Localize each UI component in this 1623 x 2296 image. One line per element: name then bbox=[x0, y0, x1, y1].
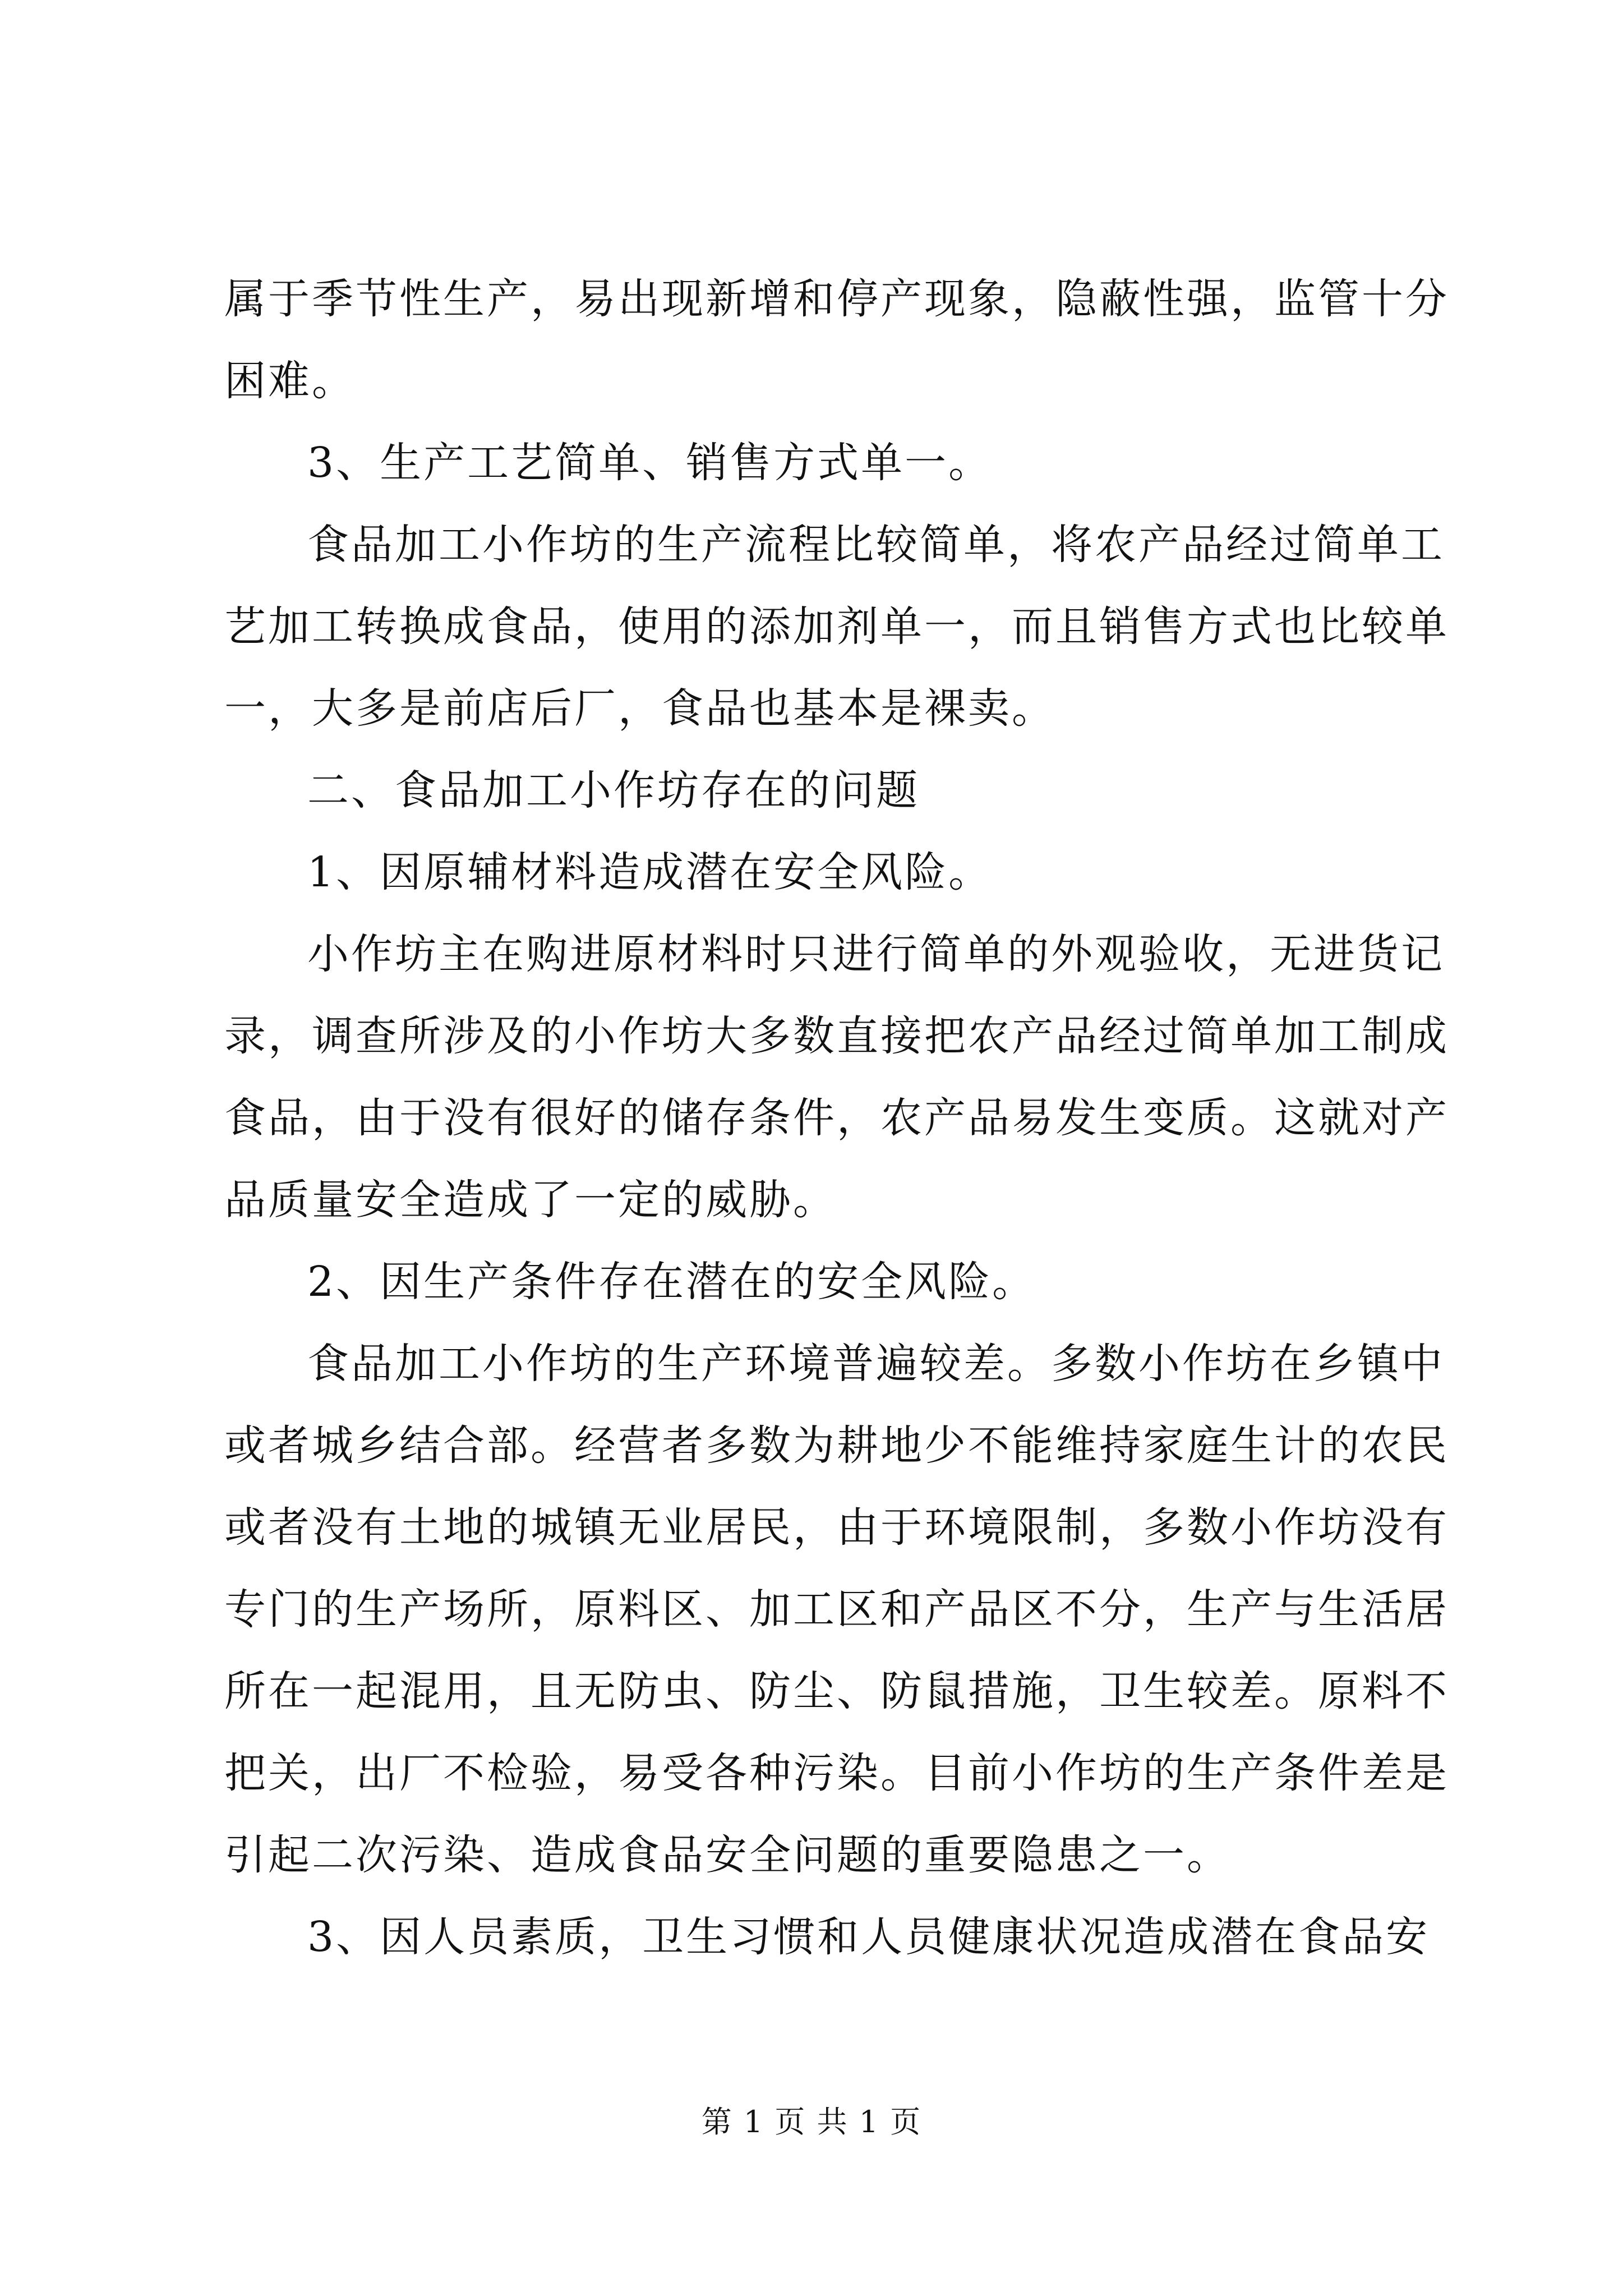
text-line-19: 把关，出厂不检验，易受各种污染。目前小作坊的生产条件差是 bbox=[224, 1749, 1449, 1797]
text-line-11: 食品，由于没有很好的储存条件，农产品易发生变质。这就对产 bbox=[224, 1094, 1449, 1142]
page-footer: 第 1 页 共 1 页 bbox=[701, 2104, 922, 2139]
text-line-9: 小作坊主在购进原材料时只进行简单的外观验收，无进货记 bbox=[307, 930, 1445, 978]
section-heading-3: 3、生产工艺简单、销售方式单一。 bbox=[307, 439, 993, 487]
document-body bbox=[224, 258, 1449, 1978]
subheading-2: 2、因生产条件存在潜在的安全风险。 bbox=[307, 1258, 1036, 1306]
text-line-20: 引起二次污染、造成食品安全问题的重要隐患之一。 bbox=[224, 1831, 1230, 1879]
subheading-3: 3、因人员素质，卫生习惯和人员健康状况造成潜在食品安 bbox=[307, 1913, 1430, 1961]
section-heading-two: 二、食品加工小作坊存在的问题 bbox=[307, 766, 920, 815]
text-line-5: 艺加工转换成食品，使用的添加剂单一，而且销售方式也比较单 bbox=[224, 602, 1449, 651]
text-line-1: 属于季节性生产，易出现新增和停产现象，隐蔽性强，监管十分 bbox=[224, 275, 1449, 323]
text-line-4: 食品加工小作坊的生产流程比较简单，将农产品经过简单工 bbox=[307, 521, 1445, 569]
text-line-10: 录，调查所涉及的小作坊大多数直接把农产品经过简单加工制成 bbox=[224, 1012, 1449, 1060]
text-line-14: 食品加工小作坊的生产环境普遍较差。多数小作坊在乡镇中 bbox=[307, 1340, 1445, 1388]
text-line-6: 一，大多是前店后厂，食品也基本是裸卖。 bbox=[224, 684, 1055, 733]
subheading-1: 1、因原辅材料造成潜在安全风险。 bbox=[307, 848, 993, 896]
text-line-15: 或者城乡结合部。经营者多数为耕地少不能维持家庭生计的农民 bbox=[224, 1421, 1449, 1470]
text-line-16: 或者没有土地的城镇无业居民，由于环境限制，多数小作坊没有 bbox=[224, 1503, 1449, 1552]
text-line-17: 专门的生产场所，原料区、加工区和产品区不分，生产与生活居 bbox=[224, 1585, 1449, 1634]
text-line-2: 困难。 bbox=[224, 357, 356, 405]
text-line-12: 品质量安全造成了一定的威胁。 bbox=[224, 1176, 837, 1224]
text-line-18: 所在一起混用，且无防虫、防尘、防鼠措施，卫生较差。原料不 bbox=[224, 1667, 1449, 1715]
